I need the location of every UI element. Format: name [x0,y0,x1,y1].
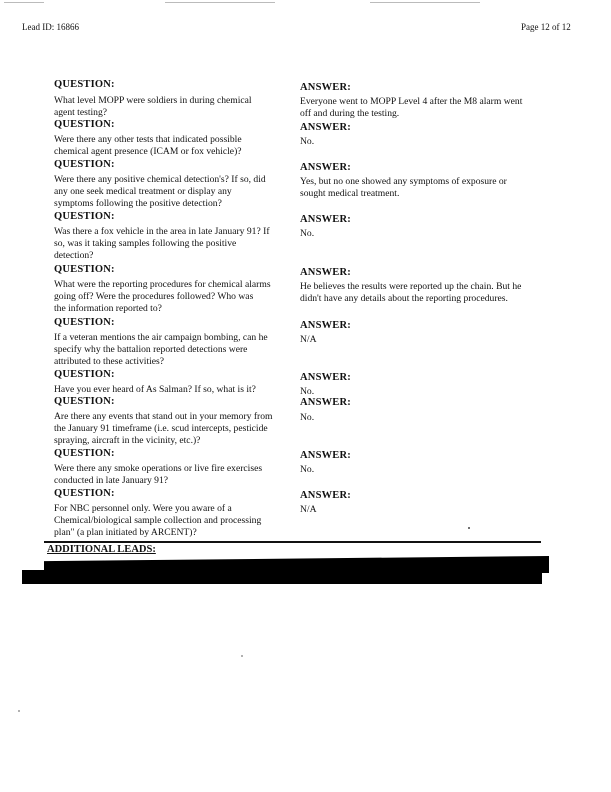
answer-text: No. [300,136,315,147]
question-label: QUESTION: [54,448,115,459]
answer-text: N/A [300,504,317,515]
question-text: If a veteran mentions the air campaign bombing, can he specify why the battalion reported detections were attributed to these activities? [54,332,268,367]
answer-text: N/A [300,334,317,345]
question-label: QUESTION: [54,211,115,222]
answer-label: ANSWER: [300,320,351,331]
scan-speck [241,655,243,657]
question-text: What were the reporting procedures for chemical alarms going off? Were the procedures followed? Who was the information reported to? [54,279,271,314]
answer-label: ANSWER: [300,214,351,225]
question-text: What level MOPP were soldiers in during chemical agent testing? [54,95,252,118]
answer-label: ANSWER: [300,122,351,133]
answer-label: ANSWER: [300,490,351,501]
question-label: QUESTION: [54,264,115,275]
redaction-bar [22,570,542,584]
section-divider [44,541,541,543]
question-text: Were there any smoke operations or live fire exercises conducted in late January 91? [54,463,263,486]
question-label: QUESTION: [54,369,115,380]
answer-text: No. [300,228,315,239]
question-text: For NBC personnel only. Were you aware of a Chemical/biological sample collection and processing plan" (a plan initiated by ARCENT)? [54,503,262,538]
answer-label: ANSWER: [300,397,351,408]
scan-edge-line [4,2,44,3]
question-text: Were there any positive chemical detection's? If so, did any one seek medical treatment or display any symptoms following the positive detection? [54,174,266,209]
answer-label: ANSWER: [300,82,351,93]
additional-leads-heading: ADDITIONAL LEADS: [47,544,156,555]
answer-label: ANSWER: [300,267,351,278]
scan-edge-line [165,2,275,3]
answer-text: He believes the results were reported up the chain. But he didn't have any details about the reporting procedures. [300,281,522,304]
question-text: Were there any other tests that indicated possible chemical agent presence (ICAM or fox vehicle)? [54,134,242,157]
question-label: QUESTION: [54,488,115,499]
answer-text: No. [300,412,315,423]
answer-label: ANSWER: [300,450,351,461]
answer-label: ANSWER: [300,372,351,383]
answer-text: No. [300,386,315,397]
answer-text: Yes, but no one showed any symptoms of exposure or sought medical treatment. [300,176,507,199]
answer-text: Everyone went to MOPP Level 4 after the M8 alarm went off and during the testing. [300,96,523,119]
question-label: QUESTION: [54,396,115,407]
answer-label: ANSWER: [300,162,351,173]
question-text: Are there any events that stand out in your memory from the January 91 timeframe (i.e. scud intercepts, pesticide spraying, aircraft in the vicinity, etc.)? [54,411,273,446]
question-label: QUESTION: [54,79,115,90]
scan-edge-line [370,2,480,3]
question-text: Was there a fox vehicle in the area in late January 91? If so, was it taking samples following the positive detection? [54,226,270,261]
scan-speck [18,710,20,712]
page-number: Page 12 of 12 [521,22,571,32]
lead-id: Lead ID: 16866 [22,22,79,32]
question-text: Have you ever heard of As Salman? If so, what is it? [54,384,256,395]
answer-text: No. [300,464,315,475]
scan-speck [468,527,470,529]
question-label: QUESTION: [54,159,115,170]
question-label: QUESTION: [54,119,115,130]
question-label: QUESTION: [54,317,115,328]
